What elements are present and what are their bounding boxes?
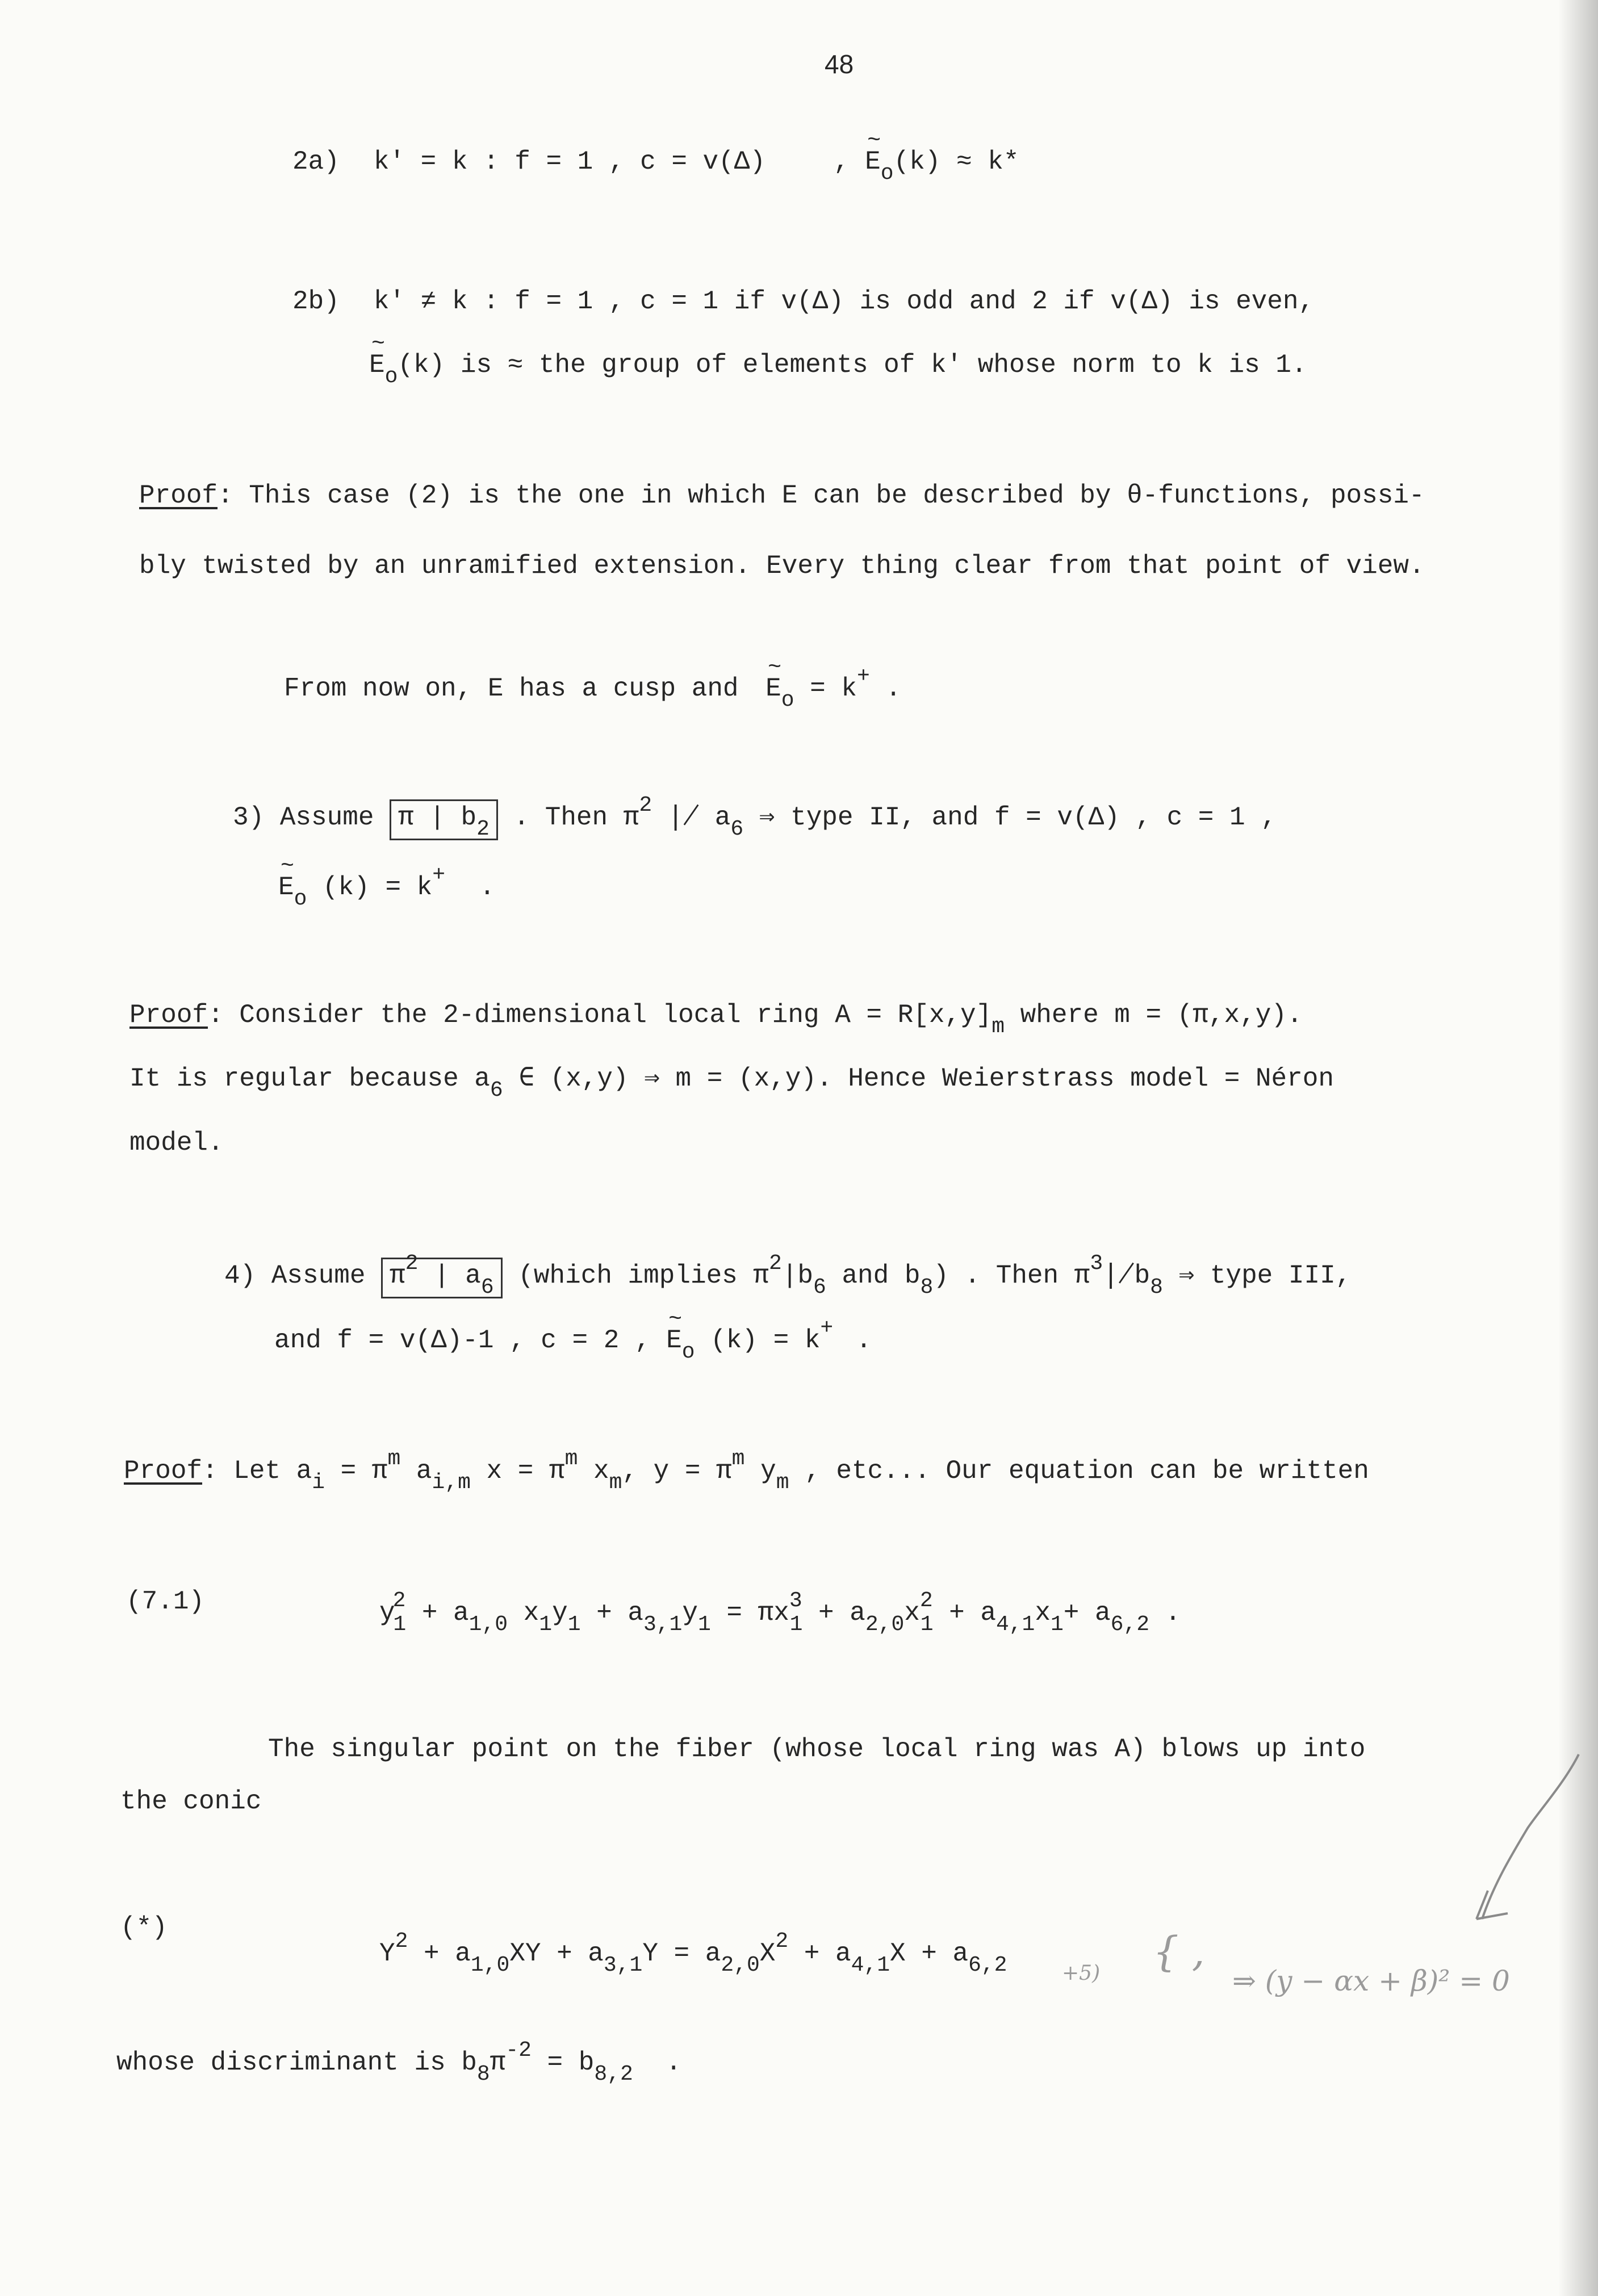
- eq-star-label: (*): [120, 1913, 168, 1942]
- e-sub: o: [781, 688, 794, 713]
- e-sub: o: [294, 887, 307, 911]
- e-tilde: ~ E: [865, 147, 881, 177]
- proof1-line1: [139, 483, 1425, 509]
- proof2-line2: It is regular because $a_6$ ∈ (x,y) ⇒ m = (x,y). Hence Weierstrass model = Néron: [129, 1064, 1334, 1103]
- case-text: k' ≠ k : f = 1 , c = 1 if v(Δ) is odd and 2 if v(Δ) is even,: [373, 287, 1315, 316]
- e-tilde: ~ E: [278, 873, 294, 902]
- sup: +: [857, 664, 870, 689]
- proof-label: Proof: [129, 1000, 208, 1030]
- case-2b-line1: [292, 288, 1314, 315]
- boxed-condition: π | $b_2$: [390, 799, 498, 840]
- proof3-line1: Proof: Let $a_i = \pi^m$ $a_{i,m}$ $x = \pi^m$ $x_m$, $y = \pi^m$ $y_m$ , etc... Our equation can be written: [124, 1447, 1369, 1495]
- page-edge-shadow: [1558, 0, 1598, 2296]
- proof-label: Proof: [139, 481, 218, 510]
- e-sub: o: [384, 364, 398, 389]
- from-now-on-line: [284, 664, 902, 713]
- handwritten-note: +5): [1062, 1962, 1101, 1985]
- eq-7-1: $y^2_1 + a_{1,0}$ $x_1y_1 + a_{3,1}y_1 = \pi x^3_1 + a_{2,0}x^2_1 + a_{4,1}x_1+ a_{6,2}$ .: [379, 1589, 1181, 1637]
- case-3-line1: 3) Assume π | $b_2$ . Then $\pi^2$ ∤ $a_6$ ⇒ type II, and f = v(Δ) , c = 1 ,: [233, 793, 1277, 841]
- discriminant-line: whose discriminant is $b_8\pi^{-2} = b_{8,2}$ .: [116, 2038, 681, 2086]
- handwritten-equation: ⇒ (y − αx + β)² = 0: [1232, 1964, 1510, 1997]
- e-tilde: ~ E: [369, 350, 385, 380]
- proof2-line1: Proof: Consider the 2-dimensional local ring $A = R[x,y]_m$ where m = (π,x,y).: [129, 1000, 1303, 1039]
- e-tilde: ~ E: [666, 1326, 682, 1355]
- case-text: (k) is ≈ the group of elements of k' whose norm to k is 1.: [398, 350, 1307, 380]
- e-arg: (k) ≈ k*: [893, 147, 1019, 177]
- eq: = k: [810, 674, 857, 703]
- case-label: 3) Assume: [233, 803, 374, 832]
- case-label: 2a): [292, 147, 340, 177]
- proof-text: : This case (2) is the one in which E can be described by θ-functions, possi-: [217, 481, 1425, 510]
- page-number: 48: [825, 49, 854, 79]
- e-sub: o: [880, 161, 894, 186]
- case-4-line2: and f = v(Δ)-1 , c = 2 , ~ $E_o$ (k) = k+ .: [274, 1327, 872, 1354]
- case-text: k' = k : f = 1 , c = v(Δ): [373, 147, 765, 177]
- proof1-line2: [139, 553, 1425, 579]
- proof-label: Proof: [124, 1456, 203, 1486]
- handwritten-arrow: [1442, 1749, 1590, 1930]
- eq-star: $Y^2 + a_{1,0}XY + a_{3,1}Y = a_{2,0}X^2 + a_{4,1}X + a_{6,2}$: [379, 1929, 1007, 1977]
- e-sub: o: [681, 1340, 695, 1364]
- case-2b-line2: [369, 350, 1307, 389]
- case-label: 4) Assume: [224, 1261, 366, 1291]
- eq-7-1-label: (7.1): [126, 1587, 205, 1616]
- boxed-condition: $\pi^2$ | $a_6$: [381, 1258, 503, 1298]
- case-4-line1: 4) Assume $\pi^2$ | $a_6$ (which implies $\pi^2|b_6$ and $b_8$) . Then $\pi^3∤b_8$ ⇒ type III,: [224, 1251, 1352, 1300]
- proof-text: bly twisted by an unramified extension. Every thing clear from that point of view.: [139, 551, 1425, 581]
- text: From now on, E has a cusp and: [284, 674, 739, 703]
- e-tilde: ~ E: [765, 674, 781, 703]
- singular-line2: the conic: [120, 1787, 262, 1816]
- case-label: 2b): [292, 287, 340, 316]
- proof2-line3: model.: [129, 1128, 224, 1158]
- singular-line1: The singular point on the fiber (whose local ring was A) blows up into: [268, 1734, 1366, 1764]
- handwritten-brace: { ,: [1153, 1928, 1205, 1975]
- case-2a-line: 2a) k' = k : f = 1 , c = v(Δ) , ~ $E_o(k) \approx k*$: [292, 149, 1019, 175]
- case-3-line2: ~ $E_o$ (k) = k+ .: [278, 874, 495, 900]
- end: .: [885, 674, 902, 703]
